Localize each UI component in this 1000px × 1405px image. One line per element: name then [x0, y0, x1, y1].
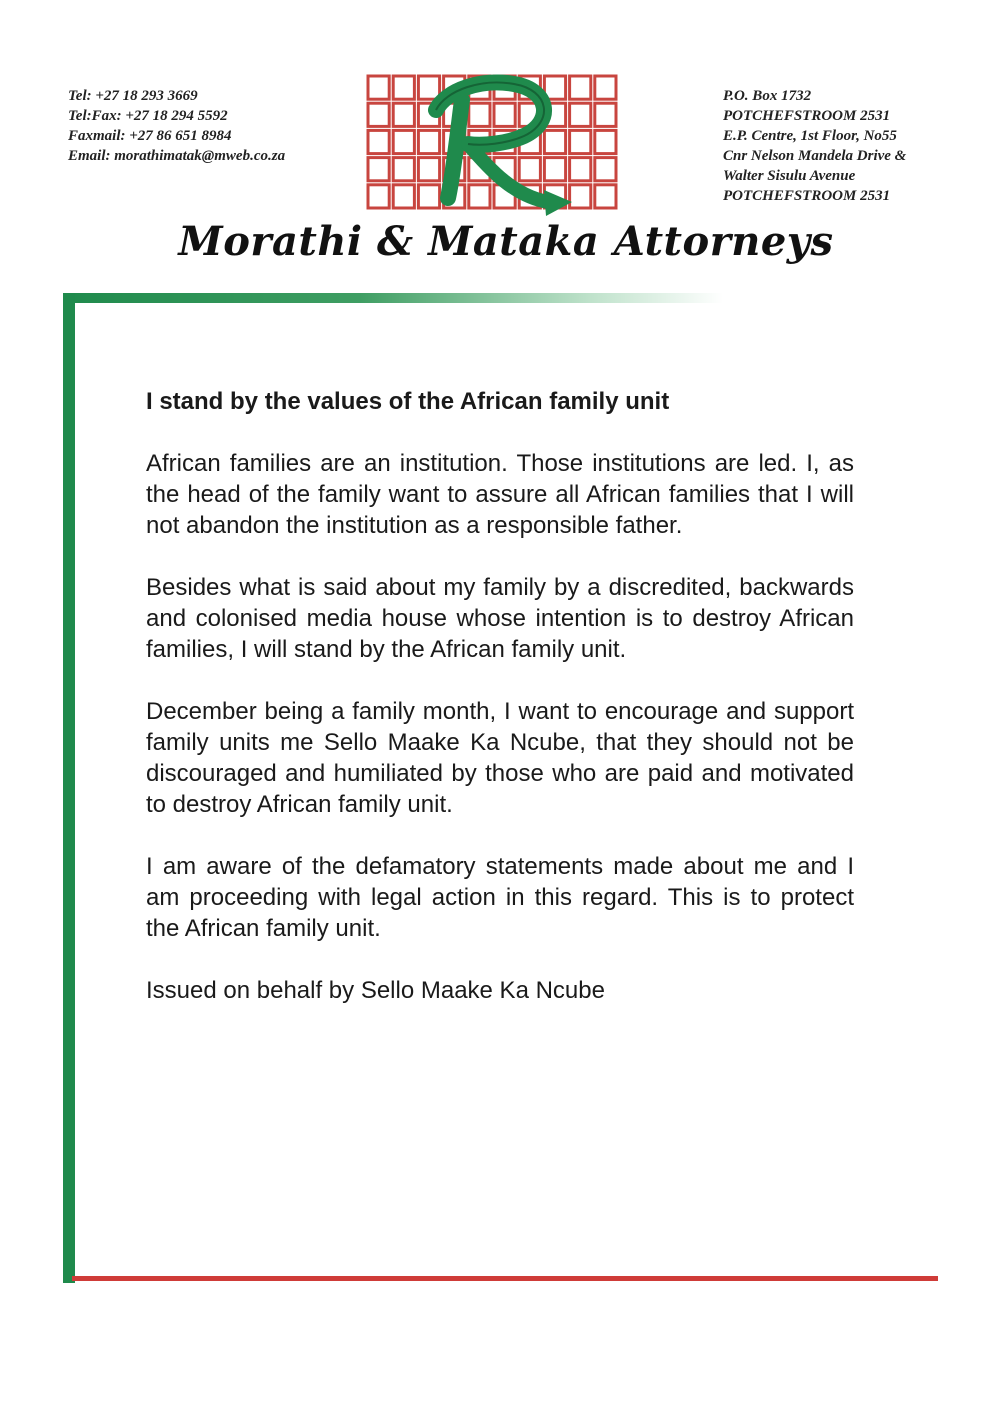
- logo-grid-cell: [418, 130, 439, 153]
- logo-grid-cell: [393, 185, 414, 208]
- paragraph-3: December being a family month, I want to encourage and support family units me Sello Maake Ka Ncube, that they should not be discouraged and humiliated by those who are paid and motivated to destroy African family unit.: [146, 698, 854, 818]
- email-line: Email: morathimatak@mweb.co.za: [68, 148, 286, 164]
- logo-grid-cell: [418, 158, 439, 181]
- logo-grid-cell: [570, 185, 591, 208]
- logo-grid-cell: [368, 158, 389, 181]
- logo-grid-cell: [519, 158, 540, 181]
- logo-grid-cell: [595, 130, 616, 153]
- logo-grid-cell: [469, 185, 490, 208]
- address-line-2: Cnr Nelson Mandela Drive &: [723, 148, 907, 164]
- paragraph-1: African families are an institution. Those institutions are led. I, as the head of the family want to assure all African families that I will not abandon the institution as a responsible father.: [146, 450, 854, 539]
- contact-details-left: [68, 86, 285, 166]
- logo-grid-cell: [368, 76, 389, 99]
- logo-letter: R: [364, 70, 365, 71]
- postal-town-line: POTCHEFSTROOM 2531: [723, 108, 891, 124]
- logo-grid-cell: [544, 158, 565, 181]
- logo-grid-cell: [570, 158, 591, 181]
- paragraph-2: Besides what is said about my family by a discredited, backwards and colonised media house whose intention is to destroy African families, I will stand by the African family unit.: [146, 574, 854, 663]
- logo-grid-cell: [544, 130, 565, 153]
- logo-grid-cell: [393, 76, 414, 99]
- logo-grid-cell: [595, 158, 616, 181]
- logo-grid-cell: [368, 185, 389, 208]
- tel-fax-line: Tel:Fax: +27 18 294 5592: [68, 108, 228, 124]
- statement-body: [146, 386, 854, 1006]
- firm-name: Morathi & Mataka Attorneys: [178, 218, 834, 265]
- logo-grid-cell: [570, 76, 591, 99]
- logo-grid-cell: [393, 103, 414, 126]
- logo-grid-cell: [595, 76, 616, 99]
- address-line-3: Walter Sisulu Avenue: [723, 168, 856, 184]
- contact-details-right: [723, 86, 906, 206]
- statement-heading: I stand by the values of the African family unit: [146, 388, 670, 415]
- logo-grid-cell: [595, 185, 616, 208]
- paragraph-4: I am aware of the defamatory statements made about me and I am proceeding with legal action in this regard. This is to protect the African family unit.: [146, 853, 854, 942]
- logo-grid-cell: [494, 103, 515, 126]
- top-green-border: [63, 293, 723, 303]
- logo-grid-cell: [393, 158, 414, 181]
- logo-grid-cell: [570, 103, 591, 126]
- po-box-line: P.O. Box 1732: [723, 88, 812, 104]
- address-line-1: E.P. Centre, 1st Floor, No55: [723, 128, 897, 144]
- logo-grid-cell: [368, 103, 389, 126]
- address-town-line: POTCHEFSTROOM 2531: [723, 188, 891, 204]
- logo-grid-cell: [469, 103, 490, 126]
- bottom-red-border: [72, 1276, 938, 1281]
- logo-grid-cell: [393, 130, 414, 153]
- telephone-line: Tel: +27 18 293 3669: [68, 88, 198, 104]
- left-green-border: [63, 293, 75, 1283]
- logo-grid-cell: [595, 103, 616, 126]
- firm-logo: [364, 70, 620, 220]
- logo-grid-cell: [418, 76, 439, 99]
- sign-off-line: Issued on behalf by Sello Maake Ka Ncube: [146, 977, 605, 1004]
- faxmail-line: Faxmail: +27 86 651 8984: [68, 128, 232, 144]
- logo-grid-cell: [418, 185, 439, 208]
- logo-grid-cell: [368, 130, 389, 153]
- logo-grid-cell: [570, 130, 591, 153]
